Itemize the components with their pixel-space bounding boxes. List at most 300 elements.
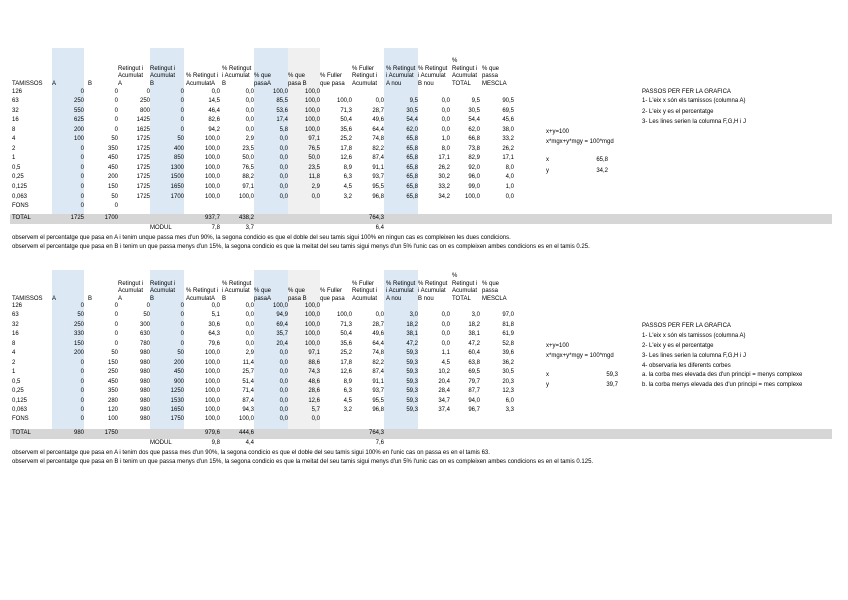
equation-sum: x+y=100 xyxy=(546,129,570,135)
table-row-6-pct-retingut-b-nou: 1,1 xyxy=(441,350,450,357)
step-3: 3- Les lines serien la columna F,G,H i J xyxy=(642,353,747,359)
header-pct-retingut-a-line-1: % Retingut i xyxy=(186,73,219,80)
table-row-4-fuller-pasa: 50,4 xyxy=(340,117,352,124)
table-row-6-retingut-acum-a: 1725 xyxy=(136,136,150,143)
x-value: 65,8 xyxy=(596,157,608,163)
corba-a: a. la corba mes elevada des d'un principi = menys complexe xyxy=(642,372,803,378)
table-row-10-pct-retingut-b: 88,2 xyxy=(242,174,254,181)
table-row-5-pct-retingut-a-nou: 47,2 xyxy=(406,340,418,347)
table-row-13-tamis: FONS xyxy=(12,416,29,423)
header-pct-retingut-b-nou-line-1: % Retingut xyxy=(418,280,448,287)
header-pct-retingut-a-nou-line-1: % Retingut xyxy=(386,65,416,72)
header-retingut-acum-b-line-1: Retingut i xyxy=(150,280,176,287)
table-row-2-pct-pasa-b: 100,0 xyxy=(304,312,320,319)
table-row-2-pct-pasa-a: 94,9 xyxy=(276,312,288,319)
table-row-6-pct-pasa-b: 97,1 xyxy=(308,136,320,143)
table-row-9-pct-retingut-b: 51,4 xyxy=(242,378,254,385)
sieve-table-2 xyxy=(0,258,848,488)
table-row-12-fuller-pasa: 3,2 xyxy=(343,193,352,200)
header-fuller-retingut-line-3: Acumulat xyxy=(352,80,378,87)
total-row-a: 980 xyxy=(73,430,84,436)
table-row-5-retingut-acum-a: 1625 xyxy=(136,126,150,133)
table-row-2-retingut-acum-a: 250 xyxy=(139,98,150,105)
table-row-4-pct-pasa-b: 100,0 xyxy=(304,117,320,124)
table-row-7-pct-pasa-b: 88,6 xyxy=(308,359,320,366)
table-row-4-pct-retingut-total: 54,4 xyxy=(468,117,480,124)
steps-title: PASSOS PER FER LA GRAFICA xyxy=(642,323,731,329)
header-pct-pasa-a-line-2: pasaA xyxy=(254,80,272,87)
total-row-pct-retingut-a: 937,7 xyxy=(204,215,220,221)
table-row-6-tamis: 4 xyxy=(12,136,16,143)
table-row-2-pct-retingut-total: 3,0 xyxy=(471,312,480,319)
table-row-11-pct-pasa-a: 0,0 xyxy=(279,184,288,190)
table-row-3-pct-retingut-b-nou: 0,0 xyxy=(441,321,450,328)
total-row-b: 1700 xyxy=(104,215,118,221)
header-pct-pasa-mescla-line-3: MESCLA xyxy=(482,80,507,87)
table-row-8-pct-pasa-a: 0,0 xyxy=(279,155,288,162)
table-row-2-pct-pasa-mescla: 97,0 xyxy=(502,312,514,319)
table-row-9-retingut-acum-a: 980 xyxy=(139,378,150,385)
table-row-6-fuller-pasa: 25,2 xyxy=(340,350,352,357)
table-row-7-a: 0 xyxy=(80,145,84,152)
table-row-1-pct-retingut-b: 0,0 xyxy=(245,88,254,95)
total-row-bar xyxy=(10,214,832,224)
header-pct-retingut-b-line-2: i Acumulat xyxy=(222,73,250,80)
table-row-3-tamis: 32 xyxy=(12,107,19,114)
header-pct-retingut-b-nou-line-1: % Retingut xyxy=(418,65,448,72)
table-row-3-pct-retingut-a: 46,4 xyxy=(208,107,220,114)
header-retingut-acum-b-line-3: B xyxy=(150,80,155,87)
table-row-12-b: 120 xyxy=(107,406,118,413)
table-row-3-pct-retingut-b-nou: 0,0 xyxy=(441,107,450,114)
table-row-3-retingut-acum-b: 0 xyxy=(180,321,184,328)
header-fuller-retingut-line-2: Retingut i xyxy=(352,288,378,295)
total-row-pct-retingut-b: 438,2 xyxy=(238,215,254,221)
table-row-13-a: 0 xyxy=(80,416,84,423)
table-row-5-tamis: 8 xyxy=(12,126,16,133)
header-retingut-acum-b-line-3: B xyxy=(150,295,155,302)
table-row-5-fuller-retingut: 64,4 xyxy=(372,126,384,133)
table-row-1-retingut-acum-b: 0 xyxy=(180,88,184,95)
table-row-7-fuller-pasa: 17,8 xyxy=(340,359,352,366)
header-tamis-line-1: TAMISSOS xyxy=(12,295,43,302)
table-row-6-fuller-retingut: 74,8 xyxy=(372,136,384,143)
table-row-6-pct-pasa-mescla: 39,6 xyxy=(502,350,514,357)
modul-b: 3,7 xyxy=(245,225,254,231)
table-row-1-pct-retingut-b: 0,0 xyxy=(245,303,254,309)
total-row-pct-retingut-a: 979,6 xyxy=(204,430,220,436)
table-row-3-pct-pasa-mescla: 69,5 xyxy=(502,107,514,114)
table-row-2-tamis: 63 xyxy=(12,98,19,105)
table-row-9-fuller-pasa: 8,9 xyxy=(343,164,352,171)
table-row-6-pct-retingut-total: 60,4 xyxy=(468,350,480,357)
table-row-11-retingut-acum-a: 1725 xyxy=(136,184,150,190)
table-row-3-retingut-acum-b: 0 xyxy=(180,107,184,114)
table-row-11-pct-retingut-total: 99,0 xyxy=(468,184,480,190)
table-row-5-pct-retingut-b-nou: 0,0 xyxy=(441,340,450,347)
table-row-1-pct-pasa-a: 100,0 xyxy=(272,303,288,309)
header-pct-pasa-mescla-line-2: passa xyxy=(482,73,499,80)
table-row-4-retingut-acum-a: 1425 xyxy=(136,117,150,124)
header-a-line-1: A xyxy=(52,80,57,87)
table-row-4-pct-retingut-total: 38,1 xyxy=(468,331,480,338)
table-row-4-pct-pasa-a: 17,4 xyxy=(276,117,288,124)
table-row-7-pct-pasa-mescla: 26,2 xyxy=(502,145,514,152)
table-row-11-fuller-retingut: 95,5 xyxy=(372,184,384,190)
header-fuller-retingut-line-1: % Fuller xyxy=(352,65,375,72)
table-row-7-retingut-acum-b: 200 xyxy=(173,359,184,366)
table-row-7-pct-retingut-b: 23,5 xyxy=(242,145,254,152)
header-pct-pasa-mescla-line-3: MESCLA xyxy=(482,295,507,302)
header-pct-retingut-total-line-1: % xyxy=(452,58,458,65)
note-b: observem el percentatge que pasa en B i tenim un que passa menys d'un 15%, la segona condicio es que la meitat del seu tamis sigui menys d'un 5% l'unic cas on es compleixen ambes condicions es en el tamis 0.25. xyxy=(12,244,590,250)
table-row-2-fuller-retingut: 0,0 xyxy=(375,98,384,105)
table-row-10-tamis: 0,25 xyxy=(12,388,24,395)
table-row-8-pct-pasa-b: 74,3 xyxy=(308,369,320,376)
table-row-2-pct-retingut-b: 0,0 xyxy=(245,98,254,105)
header-pct-retingut-total-line-4: TOTAL xyxy=(452,295,471,302)
table-row-4-pct-pasa-b: 100,0 xyxy=(304,331,320,338)
header-retingut-acum-b-line-2: Acumulat xyxy=(150,288,176,295)
table-row-12-pct-retingut-a: 100,0 xyxy=(204,193,220,200)
table-row-13-b: 0 xyxy=(114,203,118,210)
note-b: observem el percentatge que pasa en B i tenim un que passa menys d'un 15%, la segona condicio es que la meitat del seu tamis sigui menys d'un 5% l'unic cas on es compleixen ambes condicions es en el tamis 0.125. xyxy=(12,459,594,465)
table-row-12-pct-pasa-mescla: 3,3 xyxy=(505,406,514,413)
header-retingut-acum-b-line-2: Acumulat xyxy=(150,73,176,80)
table-row-5-b: 0 xyxy=(114,340,118,347)
table-row-2-pct-retingut-total: 9,5 xyxy=(471,98,480,105)
table-row-7-pct-retingut-b-nou: 8,0 xyxy=(441,145,450,152)
table-row-8-retingut-acum-b: 450 xyxy=(173,369,184,376)
table-row-7-a: 0 xyxy=(80,359,84,366)
table-row-9-pct-pasa-a: 0,0 xyxy=(279,164,288,171)
header-retingut-acum-a-line-3: A xyxy=(118,295,123,302)
table-row-9-pct-pasa-b: 23,5 xyxy=(308,164,320,171)
header-pct-pasa-a-line-2: pasaA xyxy=(254,295,272,302)
table-row-5-a: 150 xyxy=(73,340,84,347)
table-row-12-retingut-acum-a: 1725 xyxy=(136,193,150,200)
table-row-4-pct-retingut-a-nou: 54,4 xyxy=(406,117,418,124)
table-row-4-a: 625 xyxy=(73,117,84,124)
table-row-5-b: 0 xyxy=(114,126,118,133)
table-row-1-b: 0 xyxy=(114,303,118,309)
table-row-5-fuller-retingut: 64,4 xyxy=(372,340,384,347)
table-row-4-fuller-retingut: 49,6 xyxy=(372,331,384,338)
table-row-6-pct-pasa-b: 97,1 xyxy=(308,350,320,357)
table-row-3-pct-retingut-b: 0,0 xyxy=(245,321,254,328)
table-row-10-pct-retingut-a: 100,0 xyxy=(204,174,220,181)
table-row-4-pct-pasa-mescla: 45,6 xyxy=(502,117,514,124)
table-row-6-pct-retingut-a-nou: 65,8 xyxy=(406,136,418,143)
table-row-3-a: 550 xyxy=(73,107,84,114)
table-row-9-tamis: 0,5 xyxy=(12,164,21,171)
step-2: 2- L'eix y es el percentatge xyxy=(642,109,714,115)
table-row-5-fuller-pasa: 35,6 xyxy=(340,340,352,347)
table-row-9-pct-retingut-b-nou: 20,4 xyxy=(438,378,450,385)
corba-b: b. la corba menys elevada des d'un principi = mes complexe xyxy=(642,382,803,388)
header-pct-retingut-b-nou-line-2: i Acumulat xyxy=(418,73,446,80)
table-row-1-pct-retingut-a: 0,0 xyxy=(211,303,220,309)
table-row-10-b: 200 xyxy=(107,174,118,181)
header-b-line-1: B xyxy=(88,80,93,87)
steps-title: PASSOS PER FER LA GRAFICA xyxy=(642,89,731,95)
table-row-12-a: 0 xyxy=(80,406,84,413)
table-row-7-pct-retingut-a-nou: 65,8 xyxy=(406,145,418,152)
table-row-6-pct-retingut-b-nou: 1,0 xyxy=(441,136,450,143)
table-row-7-tamis: 2 xyxy=(12,145,16,152)
table-row-11-tamis: 0,125 xyxy=(12,184,28,190)
table-row-4-pct-pasa-mescla: 61,9 xyxy=(502,331,514,338)
table-row-3-fuller-pasa: 71,3 xyxy=(340,321,352,328)
table-row-5-retingut-acum-b: 0 xyxy=(180,340,184,347)
header-retingut-acum-a-line-2: Acumulat xyxy=(118,288,144,295)
equation-sum: x+y=100 xyxy=(546,343,570,349)
table-row-8-pct-pasa-a: 0,0 xyxy=(279,369,288,376)
table-row-9-retingut-acum-b: 900 xyxy=(173,378,184,385)
header-retingut-acum-a-line-3: A xyxy=(118,80,123,87)
table-row-12-a: 0 xyxy=(80,193,84,200)
header-pct-pasa-a-line-1: % que xyxy=(254,73,272,80)
table-row-7-pct-retingut-total: 73,8 xyxy=(468,145,480,152)
table-row-5-pct-retingut-total: 62,0 xyxy=(468,126,480,133)
table-row-9-retingut-acum-b: 1300 xyxy=(170,164,184,171)
table-row-12-pct-pasa-b: 5,7 xyxy=(311,406,320,413)
table-row-2-pct-retingut-a-nou: 9,5 xyxy=(409,98,418,105)
table-row-12-pct-pasa-b: 0,0 xyxy=(311,193,320,200)
table-row-6-pct-retingut-a-nou: 59,3 xyxy=(406,350,418,357)
header-fuller-pasa-line-2: que pasa xyxy=(320,295,345,302)
table-row-9-pct-retingut-a-nou: 59,3 xyxy=(406,378,418,385)
table-row-8-pct-retingut-a-nou: 65,8 xyxy=(406,155,418,162)
table-row-7-b: 350 xyxy=(107,145,118,152)
table-row-1-retingut-acum-a: 0 xyxy=(146,88,150,95)
table-row-8-fuller-pasa: 12,6 xyxy=(340,369,352,376)
table-row-9-pct-retingut-a: 100,0 xyxy=(204,378,220,385)
header-pct-retingut-a-line-2: AcumulatA xyxy=(186,295,216,302)
table-row-12-pct-pasa-a: 0,0 xyxy=(279,406,288,413)
table-row-9-a: 0 xyxy=(80,378,84,385)
table-row-11-pct-pasa-b: 12,6 xyxy=(308,397,320,404)
header-pct-retingut-b-nou-line-3: B nou xyxy=(418,295,434,302)
total-row-tamis: TOTAL xyxy=(12,430,31,436)
table-row-9-pct-pasa-a: 0,0 xyxy=(279,378,288,385)
total-row-pct-retingut-b: 444,6 xyxy=(238,430,254,436)
table-row-9-tamis: 0,5 xyxy=(12,378,21,385)
table-row-10-pct-pasa-b: 11,8 xyxy=(308,174,320,181)
table-row-5-pct-pasa-b: 100,0 xyxy=(304,340,320,347)
table-row-1-b: 0 xyxy=(114,88,118,95)
table-row-6-pct-retingut-a: 100,0 xyxy=(204,136,220,143)
table-row-7-retingut-acum-a: 980 xyxy=(139,359,150,366)
header-pct-retingut-b-line-1: % Retingut xyxy=(222,65,252,72)
table-row-8-b: 250 xyxy=(107,369,118,376)
table-row-10-retingut-acum-b: 1500 xyxy=(170,174,184,181)
header-pct-retingut-b-nou-line-3: B nou xyxy=(418,80,434,87)
table-row-10-pct-retingut-b: 71,4 xyxy=(242,388,254,395)
table-row-9-fuller-retingut: 91,1 xyxy=(372,164,384,171)
header-pct-retingut-b-nou-line-2: i Acumulat xyxy=(418,288,446,295)
table-row-3-pct-retingut-total: 18,2 xyxy=(468,321,480,328)
step-1: 1- L'eix x són els tamissos (columna A) xyxy=(642,333,746,339)
table-row-10-pct-retingut-total: 87,7 xyxy=(468,388,480,395)
table-row-8-pct-retingut-b-nou: 10,2 xyxy=(438,369,450,376)
total-row-fuller-retingut: 764,3 xyxy=(368,430,384,436)
table-row-7-pct-pasa-mescla: 36,2 xyxy=(502,359,514,366)
table-row-10-fuller-pasa: 6,3 xyxy=(343,174,352,181)
note-a: observem el percentatge que pasa en A i tenim dos que passa mes d'un 90%, la segona condicio es que el doble del seu tamis sigui 100% en l'unic cas on passa es en el tamis 63. xyxy=(12,450,490,456)
header-pct-retingut-total-line-4: TOTAL xyxy=(452,80,471,87)
header-pct-pasa-b-line-2: pasa B xyxy=(288,295,307,302)
header-tamis-line-1: TAMISSOS xyxy=(12,80,43,87)
table-row-7-fuller-pasa: 17,8 xyxy=(340,145,352,152)
table-row-11-a: 0 xyxy=(80,184,84,190)
table-row-10-a: 0 xyxy=(80,388,84,395)
header-pct-pasa-mescla-line-2: passa xyxy=(482,288,499,295)
table-row-8-pct-retingut-a: 100,0 xyxy=(204,155,220,162)
total-row-a: 1725 xyxy=(70,215,84,221)
table-row-11-pct-retingut-b: 87,4 xyxy=(242,397,254,404)
table-row-8-pct-retingut-a-nou: 59,3 xyxy=(406,369,418,376)
header-fuller-retingut-line-2: Retingut i xyxy=(352,73,378,80)
table-row-7-pct-retingut-a: 100,0 xyxy=(204,359,220,366)
table-row-3-fuller-pasa: 71,3 xyxy=(340,107,352,114)
table-row-11-b: 150 xyxy=(107,184,118,190)
table-row-10-pct-pasa-a: 0,0 xyxy=(279,388,288,395)
table-row-9-pct-pasa-mescla: 8,0 xyxy=(505,164,514,171)
table-row-8-pct-retingut-total: 82,9 xyxy=(468,155,480,162)
table-row-3-pct-retingut-a-nou: 30,5 xyxy=(406,107,418,114)
table-row-9-pct-retingut-total: 92,0 xyxy=(468,164,480,171)
table-row-2-pct-pasa-mescla: 90,5 xyxy=(502,98,514,105)
table-row-2-retingut-acum-a: 50 xyxy=(143,312,150,319)
table-row-2-pct-retingut-a: 14,5 xyxy=(208,98,220,105)
table-row-9-fuller-retingut: 91,1 xyxy=(372,378,384,385)
step-2: 2- L'eix y es el percentatge xyxy=(642,343,714,349)
table-row-12-fuller-retingut: 96,8 xyxy=(372,406,384,413)
table-row-11-pct-retingut-b-nou: 34,7 xyxy=(438,397,450,404)
table-row-1-pct-pasa-b: 100,0 xyxy=(304,88,320,95)
table-row-3-b: 0 xyxy=(114,321,118,328)
step-4: 4- observaria les diferents corbes xyxy=(642,363,731,369)
table-row-12-pct-pasa-a: 0,0 xyxy=(279,193,288,200)
header-pct-pasa-mescla-line-1: % que xyxy=(482,280,500,287)
table-row-9-pct-pasa-mescla: 20,3 xyxy=(502,378,514,385)
table-row-8-pct-pasa-mescla: 17,1 xyxy=(502,155,514,162)
table-row-13-pct-pasa-b: 0,0 xyxy=(311,416,320,423)
table-row-13-b: 100 xyxy=(107,416,118,423)
table-row-13-tamis: FONS xyxy=(12,203,29,210)
table-row-1-pct-pasa-b: 100,0 xyxy=(304,303,320,309)
table-row-5-pct-pasa-a: 5,8 xyxy=(279,126,288,133)
modul-fuller: 6,4 xyxy=(375,225,384,231)
table-row-6-pct-pasa-a: 0,0 xyxy=(279,350,288,357)
header-fuller-pasa-line-1: % Fuller xyxy=(320,288,343,295)
table-row-6-pct-pasa-a: 0,0 xyxy=(279,136,288,143)
modul-a: 7,8 xyxy=(211,225,220,231)
table-row-13-pct-retingut-b: 100,0 xyxy=(238,416,254,423)
table-row-8-pct-pasa-b: 50,0 xyxy=(308,155,320,162)
table-row-6-a: 200 xyxy=(73,350,84,357)
table-row-12-pct-pasa-mescla: 0,0 xyxy=(505,193,514,200)
table-row-9-pct-retingut-a-nou: 65,8 xyxy=(406,164,418,171)
table-row-12-pct-retingut-a-nou: 65,8 xyxy=(406,193,418,200)
table-row-11-fuller-retingut: 95,5 xyxy=(372,397,384,404)
table-row-12-pct-retingut-a-nou: 59,3 xyxy=(406,406,418,413)
table-row-1-pct-retingut-a: 0,0 xyxy=(211,88,220,95)
table-row-4-pct-retingut-a: 82,6 xyxy=(208,117,220,124)
header-pct-pasa-mescla-line-1: % que xyxy=(482,65,500,72)
table-row-8-fuller-retingut: 87,4 xyxy=(372,155,384,162)
step-1: 1- L'eix x són els tamissos (columna A) xyxy=(642,98,746,104)
table-row-11-pct-pasa-b: 2,9 xyxy=(311,184,320,190)
equation-module: x*mgx+y*mgy = 100*mgd xyxy=(546,353,614,359)
table-row-7-pct-pasa-a: 0,0 xyxy=(279,359,288,366)
table-row-9-pct-retingut-a: 100,0 xyxy=(204,164,220,171)
table-row-4-pct-retingut-b: 0,0 xyxy=(245,117,254,124)
header-pct-retingut-a-nou-line-3: A nou xyxy=(386,295,402,302)
table-row-4-fuller-pasa: 50,4 xyxy=(340,331,352,338)
table-row-4-retingut-acum-b: 0 xyxy=(180,117,184,124)
table-row-8-a: 0 xyxy=(80,155,84,162)
header-pct-retingut-a-line-2: AcumulatA xyxy=(186,80,216,87)
table-row-9-pct-pasa-b: 48,6 xyxy=(308,378,320,385)
table-row-2-pct-pasa-a: 85,5 xyxy=(276,98,288,105)
sieve-table-1 xyxy=(0,0,848,255)
table-row-8-b: 450 xyxy=(107,155,118,162)
table-row-5-pct-retingut-a: 94,2 xyxy=(208,126,220,133)
total-row-b: 1750 xyxy=(104,430,118,436)
table-row-3-retingut-acum-a: 300 xyxy=(139,321,150,328)
y-value: 39,7 xyxy=(606,382,618,388)
table-row-10-retingut-acum-a: 1725 xyxy=(136,174,150,181)
table-row-1-retingut-acum-b: 0 xyxy=(180,303,184,309)
table-row-3-a: 250 xyxy=(73,321,84,328)
table-row-5-pct-retingut-a-nou: 62,0 xyxy=(406,126,418,133)
table-row-11-pct-retingut-total: 94,0 xyxy=(468,397,480,404)
header-pct-pasa-b-line-1: % que xyxy=(288,288,306,295)
table-row-5-fuller-pasa: 35,6 xyxy=(340,126,352,133)
header-pct-retingut-a-nou-line-2: i Acumulat xyxy=(386,288,414,295)
table-row-5-pct-retingut-total: 47,2 xyxy=(468,340,480,347)
table-row-1-a: 0 xyxy=(80,303,84,309)
table-row-3-pct-retingut-a-nou: 18,2 xyxy=(406,321,418,328)
y-value: 34,2 xyxy=(596,168,608,174)
table-row-11-retingut-acum-b: 1530 xyxy=(170,397,184,404)
table-row-11-pct-pasa-mescla: 1,0 xyxy=(505,184,514,190)
header-a-line-1: A xyxy=(52,295,57,302)
table-row-11-pct-retingut-a-nou: 65,8 xyxy=(406,184,418,190)
header-pct-retingut-a-nou-line-2: i Acumulat xyxy=(386,73,414,80)
table-row-9-retingut-acum-a: 1725 xyxy=(136,164,150,171)
table-row-5-pct-retingut-b-nou: 0,0 xyxy=(441,126,450,133)
table-row-11-retingut-acum-b: 1650 xyxy=(170,184,184,190)
x-label: x xyxy=(546,157,549,163)
table-row-10-pct-retingut-b-nou: 28,4 xyxy=(438,388,450,395)
table-row-6-b: 50 xyxy=(111,350,118,357)
table-row-4-b: 0 xyxy=(114,331,118,338)
table-row-11-a: 0 xyxy=(80,397,84,404)
table-row-7-pct-retingut-b-nou: 4,5 xyxy=(441,359,450,366)
header-retingut-acum-b-line-1: Retingut i xyxy=(150,65,176,72)
modul-label: MODUL xyxy=(150,225,172,231)
table-row-8-pct-retingut-total: 69,5 xyxy=(468,369,480,376)
table-row-11-retingut-acum-a: 980 xyxy=(139,397,150,404)
table-row-2-fuller-retingut: 0,0 xyxy=(375,312,384,319)
table-row-11-pct-retingut-b-nou: 33,2 xyxy=(438,184,450,190)
table-row-4-fuller-retingut: 49,6 xyxy=(372,117,384,124)
header-pct-retingut-b-line-3: B xyxy=(222,80,227,87)
table-row-3-pct-pasa-a: 69,4 xyxy=(276,321,288,328)
